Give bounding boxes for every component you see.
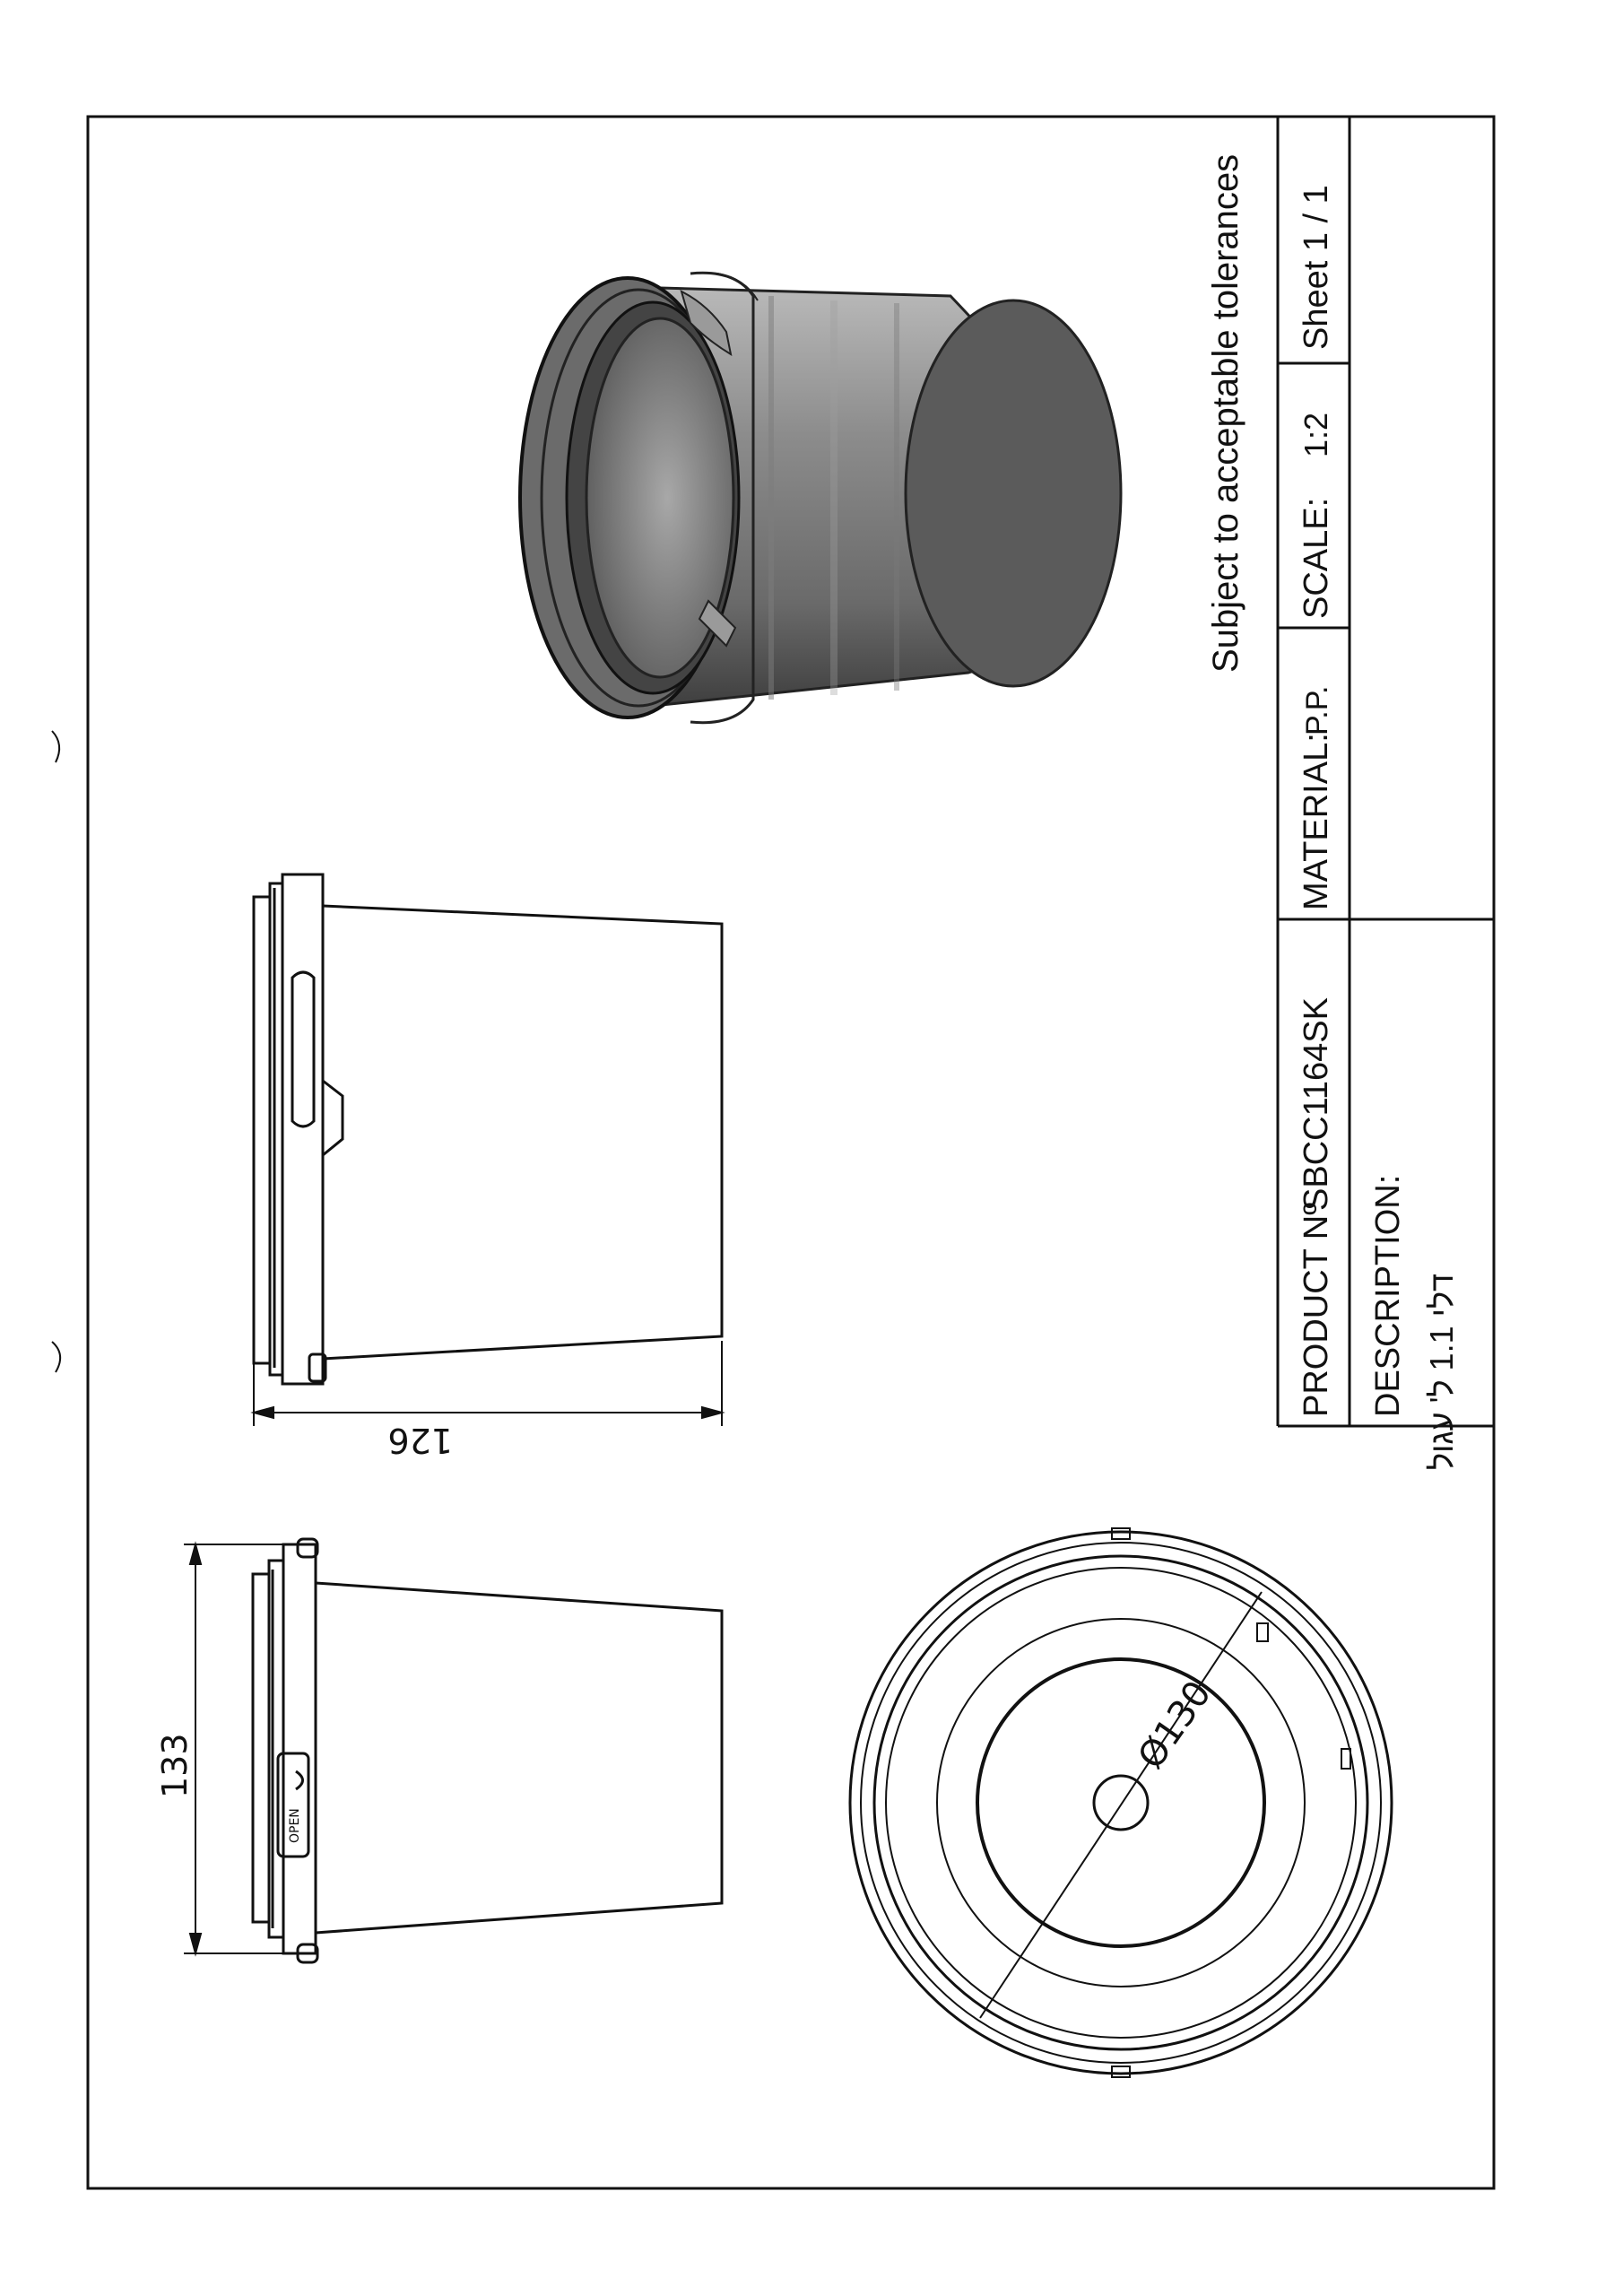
margin-mark bbox=[52, 731, 59, 762]
dim-133-label: 133 bbox=[155, 1733, 195, 1798]
dim-133 bbox=[184, 1544, 296, 1953]
scale-value: 1:2 bbox=[1298, 412, 1334, 457]
tolerance-note: Subject to acceptable tolerances bbox=[1206, 153, 1245, 673]
material-label: MATERIAL: bbox=[1298, 733, 1335, 910]
product-number-label: PRODUCT Nº bbox=[1298, 1202, 1335, 1417]
product-number-value: SBCC1164SK bbox=[1298, 997, 1335, 1211]
margin-mark bbox=[52, 1342, 60, 1372]
material-value: P.P. bbox=[1300, 685, 1334, 735]
description-value: דלי 1.1 ל' עגול bbox=[1423, 1274, 1460, 1470]
pail-render bbox=[520, 273, 1121, 722]
top-view bbox=[850, 1528, 1392, 2077]
description-label: DESCRIPTION: bbox=[1369, 1174, 1407, 1417]
dim-diameter-label: Ø130 bbox=[1130, 1674, 1220, 1777]
side-view-front bbox=[253, 1539, 722, 1962]
scale-label: SCALE: bbox=[1298, 497, 1335, 619]
dim-126-label: 126 bbox=[387, 1421, 453, 1460]
side-view-side bbox=[254, 874, 722, 1384]
title-block-text bbox=[1298, 185, 1460, 1470]
open-tab-label: OPEN bbox=[288, 1808, 302, 1843]
sheet-number: Sheet 1 / 1 bbox=[1298, 185, 1335, 350]
